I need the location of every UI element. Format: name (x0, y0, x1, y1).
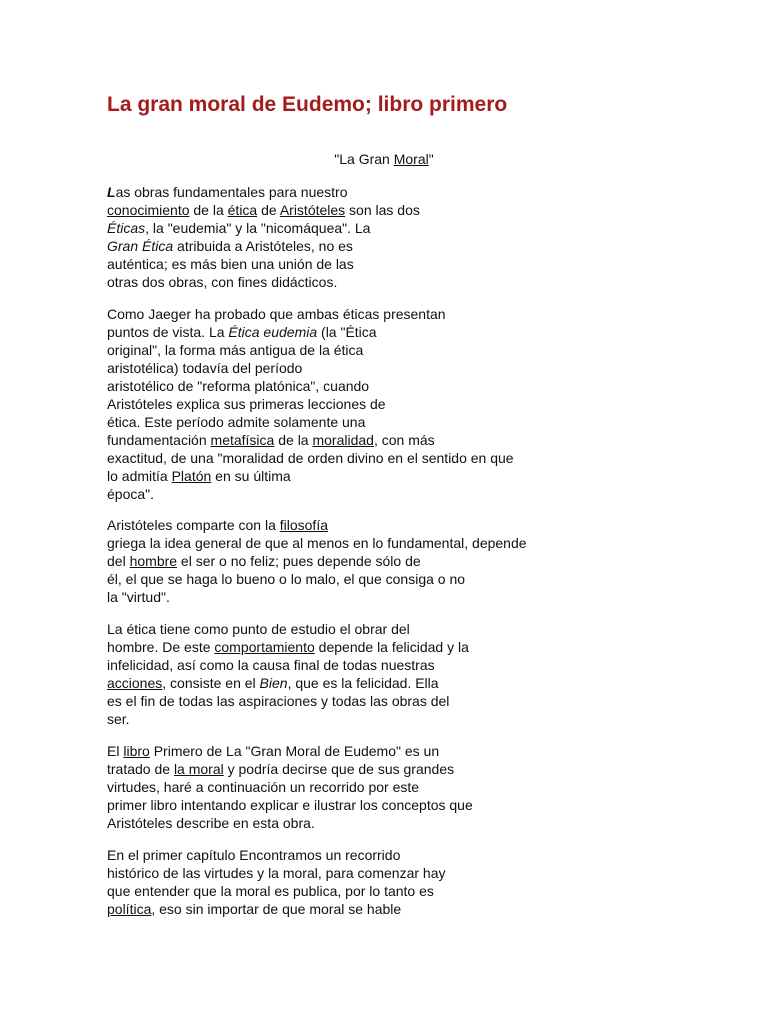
text-line (107, 395, 514, 413)
text-line (107, 323, 514, 341)
paragraph (107, 742, 473, 832)
inline-link[interactable]: acciones (107, 675, 163, 691)
text-line (107, 341, 514, 359)
paragraph (107, 620, 469, 728)
subtitle-link-moral[interactable]: Moral (393, 151, 429, 167)
text-segment: En el primer capítulo Encontramos un recorrido (107, 847, 401, 863)
text-segment: de la (274, 432, 313, 448)
emphasis-text: Gran Ética (107, 238, 174, 254)
text-segment: La ética tiene como punto de estudio el obrar del (107, 621, 410, 637)
text-line (107, 305, 514, 323)
text-segment: en su última (211, 468, 291, 484)
text-line (107, 431, 514, 449)
text-segment: el ser o no feliz; pues depende sólo de (177, 553, 421, 569)
text-line (107, 255, 420, 273)
text-line (107, 846, 445, 864)
text-segment: puntos de vista. La (107, 324, 229, 340)
text-segment: lo admitía (107, 468, 172, 484)
text-segment: , eso sin importar de que moral se hable (151, 901, 402, 917)
inline-link[interactable]: libro (123, 743, 150, 759)
text-line (107, 760, 473, 778)
text-segment: depende la felicidad y la (314, 639, 469, 655)
text-line (107, 656, 469, 674)
text-segment: época". (107, 486, 155, 502)
text-line (107, 882, 445, 900)
inline-link[interactable]: hombre (129, 553, 178, 569)
text-segment: del (107, 553, 130, 569)
text-line (107, 377, 514, 395)
text-line (107, 516, 527, 534)
text-segment: Aristóteles comparte con la (107, 517, 280, 533)
text-segment: virtudes, haré a continuación un recorrido por este (107, 779, 420, 795)
text-line (107, 413, 514, 431)
text-line (107, 864, 445, 882)
text-line (107, 219, 420, 237)
text-line (107, 742, 473, 760)
text-line (107, 237, 420, 255)
text-segment: , la "eudemia" y la "nicomáquea". La (145, 220, 371, 236)
text-line (107, 674, 469, 692)
text-segment: , que es la felicidad. Ella (287, 675, 439, 691)
inline-link[interactable]: ética (227, 202, 258, 218)
text-segment: aristotélica) todavía del período (107, 360, 303, 376)
text-segment: Aristóteles explica sus primeras lecciones de (107, 396, 386, 412)
emphasis-text: Ética eudemia (228, 324, 318, 340)
text-line (107, 778, 473, 796)
inline-link[interactable]: la moral (173, 761, 224, 777)
inline-link[interactable]: conocimiento (107, 202, 190, 218)
text-line (107, 485, 514, 503)
inline-link[interactable]: metafísica (210, 432, 275, 448)
text-line (107, 359, 514, 377)
subtitle-text (334, 150, 433, 168)
text-segment: son las dos (345, 202, 420, 218)
text-line (107, 692, 469, 710)
text-segment: ética. Este período admite solamente una (107, 414, 366, 430)
text-line (107, 467, 514, 485)
text-segment: Primero de La "Gran Moral de Eudemo" es un (149, 743, 440, 759)
text-segment: (la "Ética (317, 324, 377, 340)
inline-link[interactable]: Aristóteles (279, 202, 346, 218)
text-segment: primer libro intentando explicar e ilustrar los conceptos que (107, 797, 473, 813)
paragraph (107, 183, 420, 291)
text-line (107, 449, 514, 467)
text-segment: , consiste en el (162, 675, 260, 691)
text-line (107, 588, 527, 606)
subtitle-quote-close: " (428, 151, 434, 167)
inline-link[interactable]: política (107, 901, 152, 917)
inline-link[interactable]: Platón (171, 468, 212, 484)
text-segment: histórico de las virtudes y la moral, para comenzar hay (107, 865, 446, 881)
text-line (107, 201, 420, 219)
text-line (107, 552, 527, 570)
text-line (107, 638, 469, 656)
paragraph (107, 516, 527, 606)
text-line (107, 570, 527, 588)
text-line (107, 534, 527, 552)
text-segment: aristotélico de "reforma platónica", cuando (107, 378, 370, 394)
text-line (107, 900, 445, 918)
text-line (107, 183, 420, 201)
subtitle (0, 150, 768, 168)
text-segment: as obras fundamentales para nuestro (115, 184, 348, 200)
initial-letter: L (107, 184, 116, 200)
text-segment: Como Jaeger ha probado que ambas éticas presentan (107, 306, 446, 322)
text-segment: exactitud, de una "moralidad de orden divino en el sentido en que (107, 450, 514, 466)
text-segment: atribuida a Aristóteles, no es (173, 238, 353, 254)
text-line (107, 273, 420, 291)
text-segment: griega la idea general de que al menos en lo fundamental, depende (107, 535, 527, 551)
text-segment: Aristóteles describe en esta obra. (107, 815, 315, 831)
inline-link[interactable]: filosofía (279, 517, 328, 533)
text-segment: de (257, 202, 280, 218)
text-segment: ser. (107, 711, 130, 727)
text-segment: otras dos obras, con fines didácticos. (107, 274, 338, 290)
paragraph (107, 846, 445, 918)
text-segment: es el fin de todas las aspiraciones y todas las obras del (107, 693, 450, 709)
text-line (107, 796, 473, 814)
text-segment: tratado de (107, 761, 174, 777)
text-segment: infelicidad, así como la causa final de todas nuestras (107, 657, 435, 673)
text-segment: de la (189, 202, 228, 218)
paragraph (107, 305, 514, 503)
text-line (107, 620, 469, 638)
text-segment: auténtica; es más bien una unión de las (107, 256, 354, 272)
text-segment: la "virtud". (107, 589, 170, 605)
text-segment: , con más (373, 432, 435, 448)
emphasis-text: Bien (259, 675, 288, 691)
text-line (107, 710, 469, 728)
inline-link[interactable]: moralidad (312, 432, 374, 448)
text-segment: original", la forma más antigua de la ética (107, 342, 364, 358)
inline-link[interactable]: comportamiento (214, 639, 315, 655)
text-line (107, 814, 473, 832)
subtitle-quote-open: "La Gran (334, 151, 394, 167)
text-segment: él, el que se haga lo bueno o lo malo, el que consiga o no (107, 571, 466, 587)
text-segment: fundamentación (107, 432, 211, 448)
emphasis-text: Éticas (107, 220, 146, 236)
page-title: La gran moral de Eudemo; libro primero (107, 93, 508, 116)
text-segment: hombre. De este (107, 639, 215, 655)
text-segment: El (107, 743, 124, 759)
text-segment: que entender que la moral es publica, por lo tanto es (107, 883, 434, 899)
text-segment: y podría decirse que de sus grandes (223, 761, 455, 777)
